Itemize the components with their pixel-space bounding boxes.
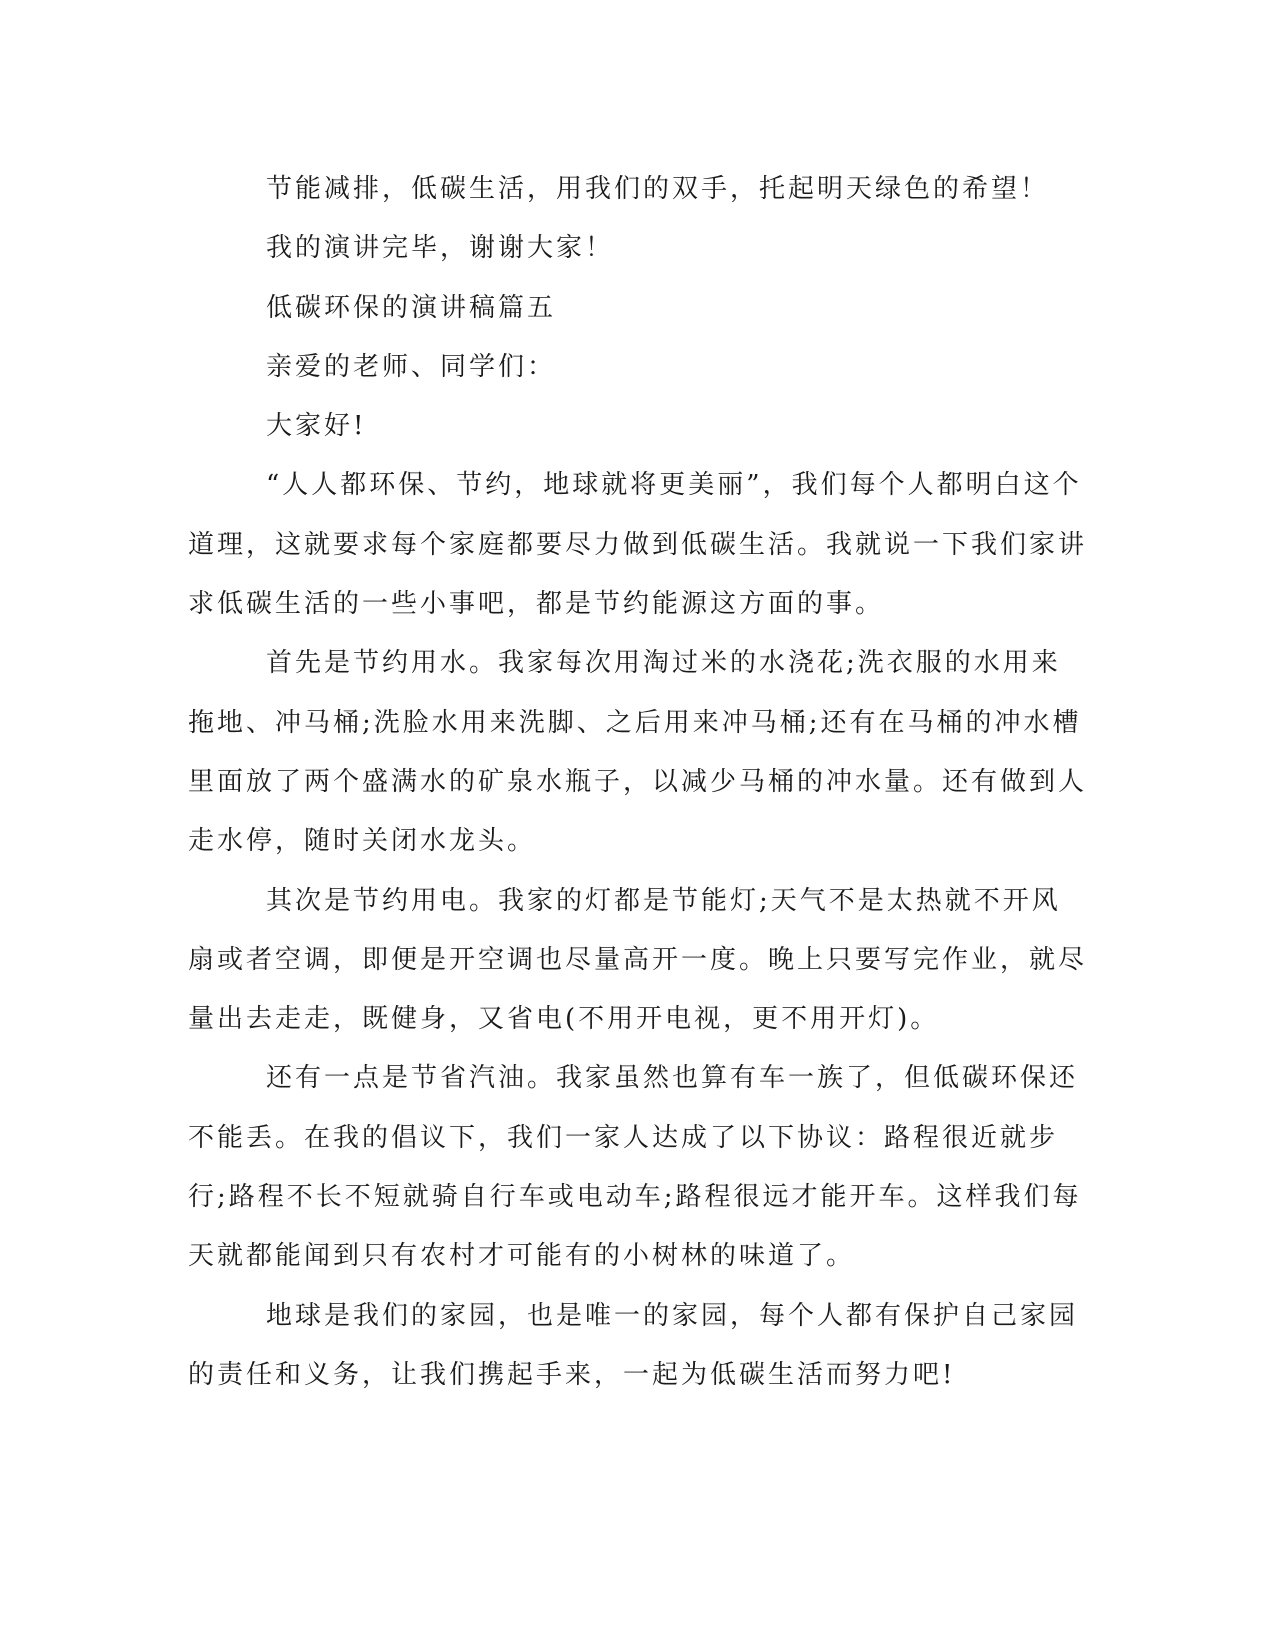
closing-thanks: 我的演讲完毕，谢谢大家！ [266,233,615,264]
document-body [188,160,1088,1405]
paragraph-intro: “人人都环保、节约，地球就将更美丽”，我们每个人都明白这个道理，这就要求每个家庭都要尽力做到低碳生活。我就说一下我们家讲求低碳生活的一些小事吧，都是节约能源这方面的事。 [188,470,1088,620]
paragraph-gasoline: 还有一点是节省汽油。我家虽然也算有车一族了，但低碳环保还不能丢。在我的倡议下，我们一家人达成了以下协议：路程很近就步行;路程不长不短就骑自行车或电动车;路程很远才能开车。这样我们每天就都能闻到只有农村才可能有的小树林的味道了。 [188,1063,1082,1272]
salutation: 亲爱的老师、同学们： [266,351,557,382]
closing-slogan: 节能减排，低碳生活，用我们的双手，托起明天绿色的希望！ [266,174,1050,204]
paragraph-water: 首先是节约用水。我家每次用淘过米的水浇花;洗衣服的水用来拖地、冲马桶;洗脸水用来洗脚、之后用来冲马桶;还有在马桶的冲水槽里面放了两个盛满水的矿泉水瓶子，以减少马桶的冲水量。还有做到人走水停，随时关闭水龙头。 [188,648,1088,857]
greeting: 大家好! [266,411,367,442]
section-heading: 低碳环保的演讲稿篇五 [266,292,557,323]
paragraph-electricity: 其次是节约用电。我家的灯都是节能灯;天气不是太热就不开风扇或者空调，即便是开空调也尽量高开一度。晚上只要写完作业，就尽量出去走走，既健身，又省电(不用开电视，更不用开灯)。 [188,885,1088,1035]
paragraph-conclusion: 地球是我们的家园，也是唯一的家园，每个人都有保护自己家园的责任和义务，让我们携起手来，一起为低碳生活而努力吧! [188,1300,1079,1390]
